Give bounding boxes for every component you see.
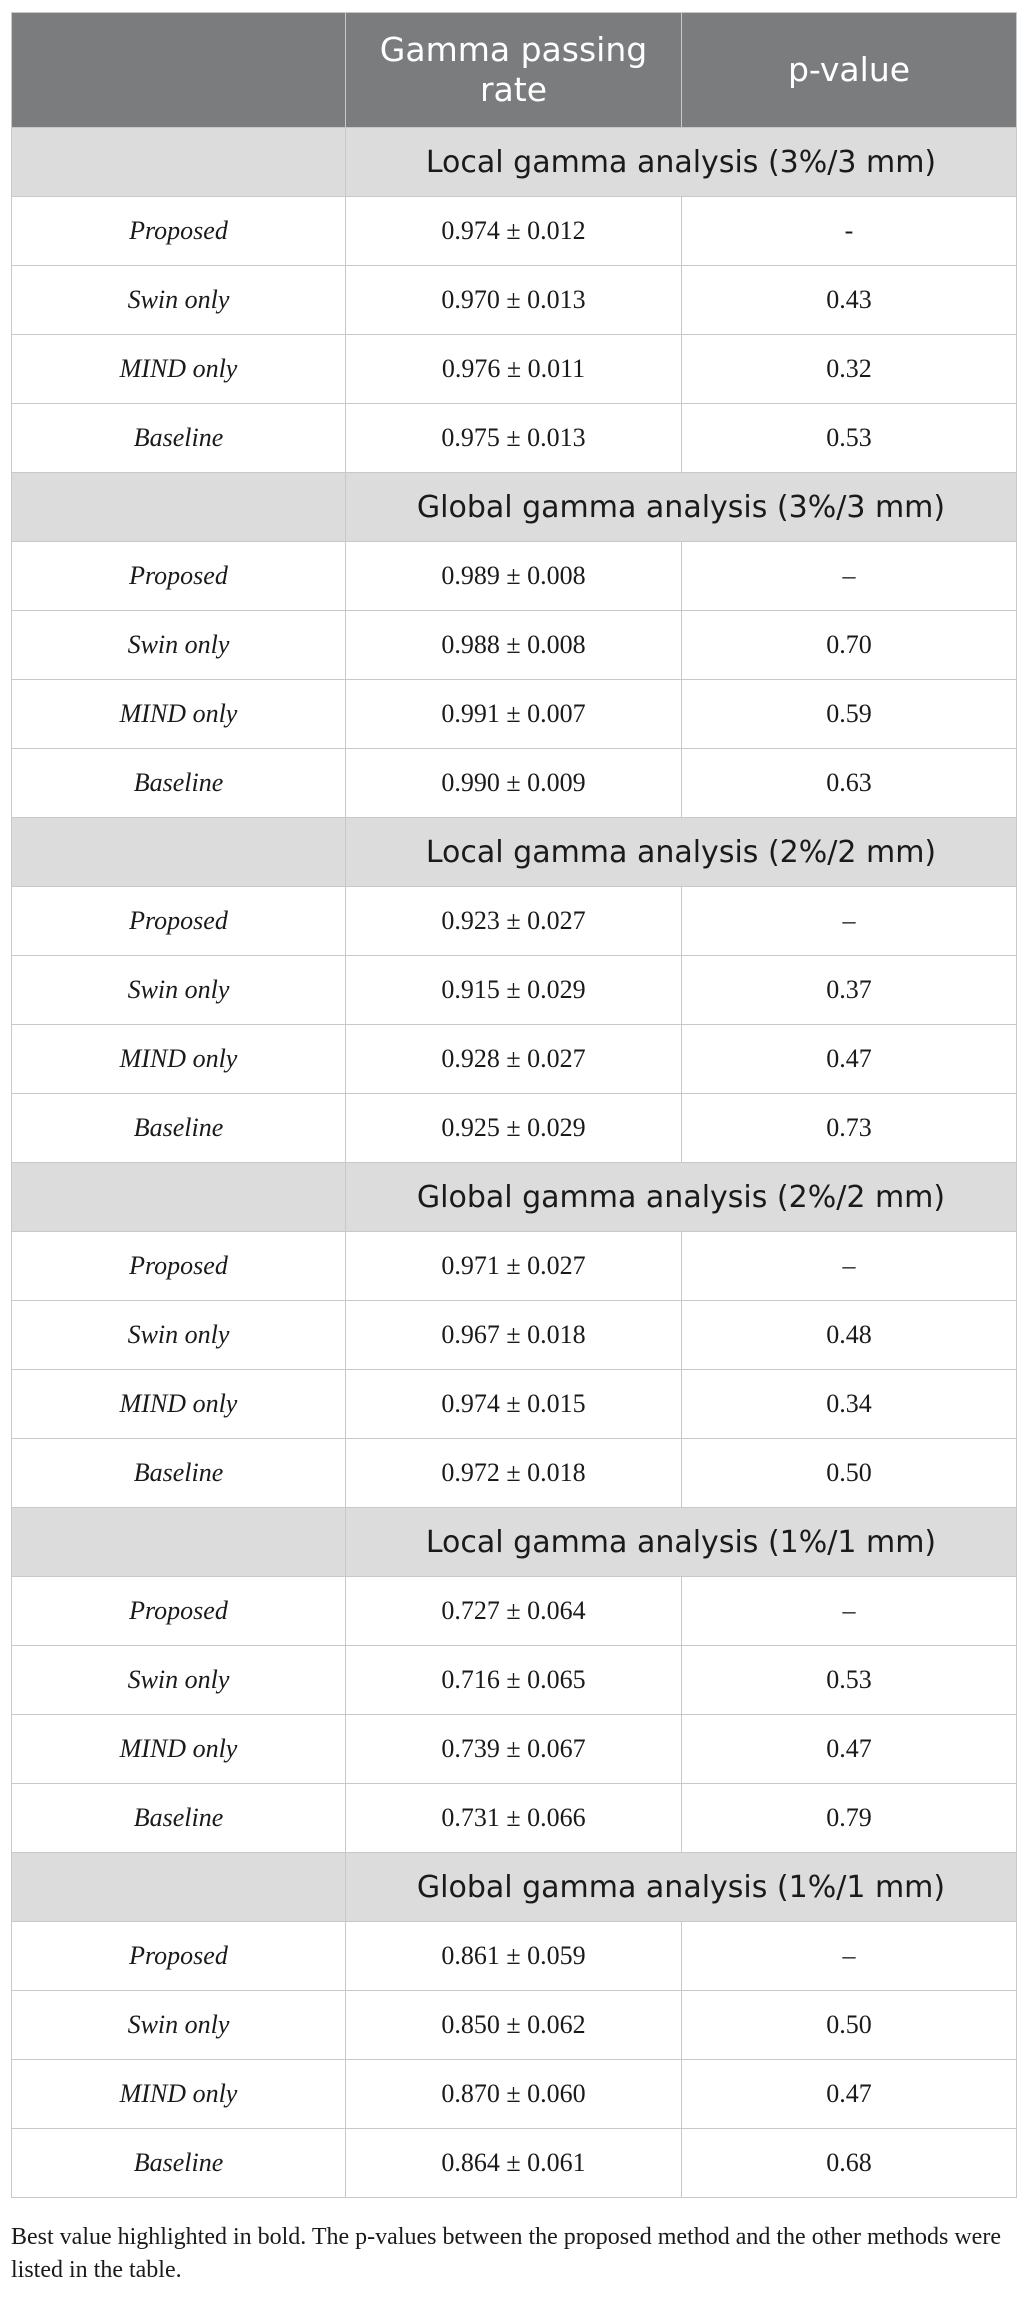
table-row (12, 680, 1017, 749)
table-row (12, 197, 1017, 266)
gamma-rate-cell: 0.850 ± 0.062 (346, 1991, 682, 2060)
p-value-cell: - (682, 197, 1017, 266)
gamma-rate-cell: 0.923 ± 0.027 (346, 887, 682, 956)
method-cell: Baseline (12, 749, 346, 818)
gamma-rate-cell: 0.972 ± 0.018 (346, 1439, 682, 1508)
p-value-cell: 0.47 (682, 2060, 1017, 2129)
table-row (12, 1370, 1017, 1439)
gamma-rate-cell: 0.915 ± 0.029 (346, 956, 682, 1025)
p-value-cell: 0.47 (682, 1025, 1017, 1094)
section-label: Local gamma analysis (1%/1 mm) (346, 1508, 1017, 1577)
p-value-cell: 0.63 (682, 749, 1017, 818)
section-empty-cell (12, 1163, 346, 1232)
p-value-cell: 0.59 (682, 680, 1017, 749)
method-cell: MIND only (12, 1025, 346, 1094)
table-row (12, 1025, 1017, 1094)
section-header-row (12, 1163, 1017, 1232)
p-value-cell: – (682, 887, 1017, 956)
p-value-cell: 0.37 (682, 956, 1017, 1025)
table-row (12, 1646, 1017, 1715)
p-value-cell: – (682, 1232, 1017, 1301)
section-header-row (12, 128, 1017, 197)
gamma-rate-cell: 0.925 ± 0.029 (346, 1094, 682, 1163)
section-label: Global gamma analysis (3%/3 mm) (346, 473, 1017, 542)
table-row (12, 1577, 1017, 1646)
table-row (12, 335, 1017, 404)
p-value-cell: 0.34 (682, 1370, 1017, 1439)
table-row (12, 1232, 1017, 1301)
gamma-results-table (11, 12, 1017, 2198)
method-cell: Proposed (12, 197, 346, 266)
method-cell: MIND only (12, 335, 346, 404)
section-header-row (12, 1508, 1017, 1577)
method-cell: Baseline (12, 404, 346, 473)
p-value-cell: 0.73 (682, 1094, 1017, 1163)
method-cell: MIND only (12, 680, 346, 749)
method-cell: Proposed (12, 1232, 346, 1301)
section-empty-cell (12, 128, 346, 197)
p-value-cell: 0.53 (682, 1646, 1017, 1715)
table-footnote: Best value highlighted in bold. The p-values between the proposed method and the other methods were listed in the table. (11, 2224, 1001, 2283)
section-empty-cell (12, 1853, 346, 1922)
table-row (12, 956, 1017, 1025)
table-body (12, 128, 1017, 2198)
gamma-rate-cell: 0.739 ± 0.067 (346, 1715, 682, 1784)
method-cell: Baseline (12, 1439, 346, 1508)
table-row (12, 611, 1017, 680)
p-value-cell: 0.79 (682, 1784, 1017, 1853)
section-label: Global gamma analysis (2%/2 mm) (346, 1163, 1017, 1232)
method-cell: Proposed (12, 1577, 346, 1646)
gamma-rate-cell: 0.731 ± 0.066 (346, 1784, 682, 1853)
section-label: Local gamma analysis (2%/2 mm) (346, 818, 1017, 887)
table-row (12, 404, 1017, 473)
method-cell: Proposed (12, 1922, 346, 1991)
gamma-rate-cell: 0.870 ± 0.060 (346, 2060, 682, 2129)
p-value-cell: – (682, 1577, 1017, 1646)
p-value-cell: 0.48 (682, 1301, 1017, 1370)
gamma-rate-cell: 0.967 ± 0.018 (346, 1301, 682, 1370)
table-row (12, 1094, 1017, 1163)
table-row (12, 2129, 1017, 2198)
gamma-rate-cell: 0.970 ± 0.013 (346, 266, 682, 335)
table-row (12, 1922, 1017, 1991)
gamma-rate-cell: 0.727 ± 0.064 (346, 1577, 682, 1646)
results-table-container (11, 12, 1016, 2198)
method-cell: Proposed (12, 542, 346, 611)
table-row (12, 749, 1017, 818)
p-value-cell: 0.50 (682, 1991, 1017, 2060)
section-header-row (12, 818, 1017, 887)
gamma-rate-cell: 0.975 ± 0.013 (346, 404, 682, 473)
method-cell: Baseline (12, 1094, 346, 1163)
gamma-rate-cell: 0.988 ± 0.008 (346, 611, 682, 680)
method-cell: Swin only (12, 956, 346, 1025)
table-row (12, 2060, 1017, 2129)
section-empty-cell (12, 473, 346, 542)
section-empty-cell (12, 818, 346, 887)
method-cell: Baseline (12, 1784, 346, 1853)
method-cell: MIND only (12, 2060, 346, 2129)
method-cell: Baseline (12, 2129, 346, 2198)
p-value-cell: 0.47 (682, 1715, 1017, 1784)
table-row (12, 1715, 1017, 1784)
gamma-rate-cell: 0.864 ± 0.061 (346, 2129, 682, 2198)
gamma-rate-cell: 0.974 ± 0.012 (346, 197, 682, 266)
gamma-rate-cell: 0.928 ± 0.027 (346, 1025, 682, 1094)
method-cell: Swin only (12, 266, 346, 335)
gamma-rate-cell: 0.990 ± 0.009 (346, 749, 682, 818)
table-row (12, 1301, 1017, 1370)
p-value-cell: 0.70 (682, 611, 1017, 680)
gamma-rate-cell: 0.989 ± 0.008 (346, 542, 682, 611)
p-value-cell: 0.53 (682, 404, 1017, 473)
header-method (12, 13, 346, 128)
header-gamma-passing-rate: Gamma passing rate (346, 13, 682, 128)
table-row (12, 1991, 1017, 2060)
p-value-cell: – (682, 1922, 1017, 1991)
method-cell: Swin only (12, 1991, 346, 2060)
gamma-rate-cell: 0.861 ± 0.059 (346, 1922, 682, 1991)
gamma-rate-cell: 0.971 ± 0.027 (346, 1232, 682, 1301)
section-header-row (12, 1853, 1017, 1922)
table-header-row (12, 13, 1017, 128)
method-cell: Proposed (12, 887, 346, 956)
p-value-cell: 0.43 (682, 266, 1017, 335)
section-label: Local gamma analysis (3%/3 mm) (346, 128, 1017, 197)
method-cell: Swin only (12, 1301, 346, 1370)
method-cell: MIND only (12, 1715, 346, 1784)
table-row (12, 1784, 1017, 1853)
table-row (12, 1439, 1017, 1508)
p-value-cell: 0.32 (682, 335, 1017, 404)
table-row (12, 266, 1017, 335)
gamma-rate-cell: 0.976 ± 0.011 (346, 335, 682, 404)
p-value-cell: – (682, 542, 1017, 611)
section-header-row (12, 473, 1017, 542)
method-cell: MIND only (12, 1370, 346, 1439)
section-empty-cell (12, 1508, 346, 1577)
p-value-cell: 0.68 (682, 2129, 1017, 2198)
gamma-rate-cell: 0.974 ± 0.015 (346, 1370, 682, 1439)
section-label: Global gamma analysis (1%/1 mm) (346, 1853, 1017, 1922)
method-cell: Swin only (12, 611, 346, 680)
header-p-value: p-value (682, 13, 1017, 128)
gamma-rate-cell: 0.716 ± 0.065 (346, 1646, 682, 1715)
gamma-rate-cell: 0.991 ± 0.007 (346, 680, 682, 749)
p-value-cell: 0.50 (682, 1439, 1017, 1508)
table-row (12, 887, 1017, 956)
method-cell: Swin only (12, 1646, 346, 1715)
table-row (12, 542, 1017, 611)
